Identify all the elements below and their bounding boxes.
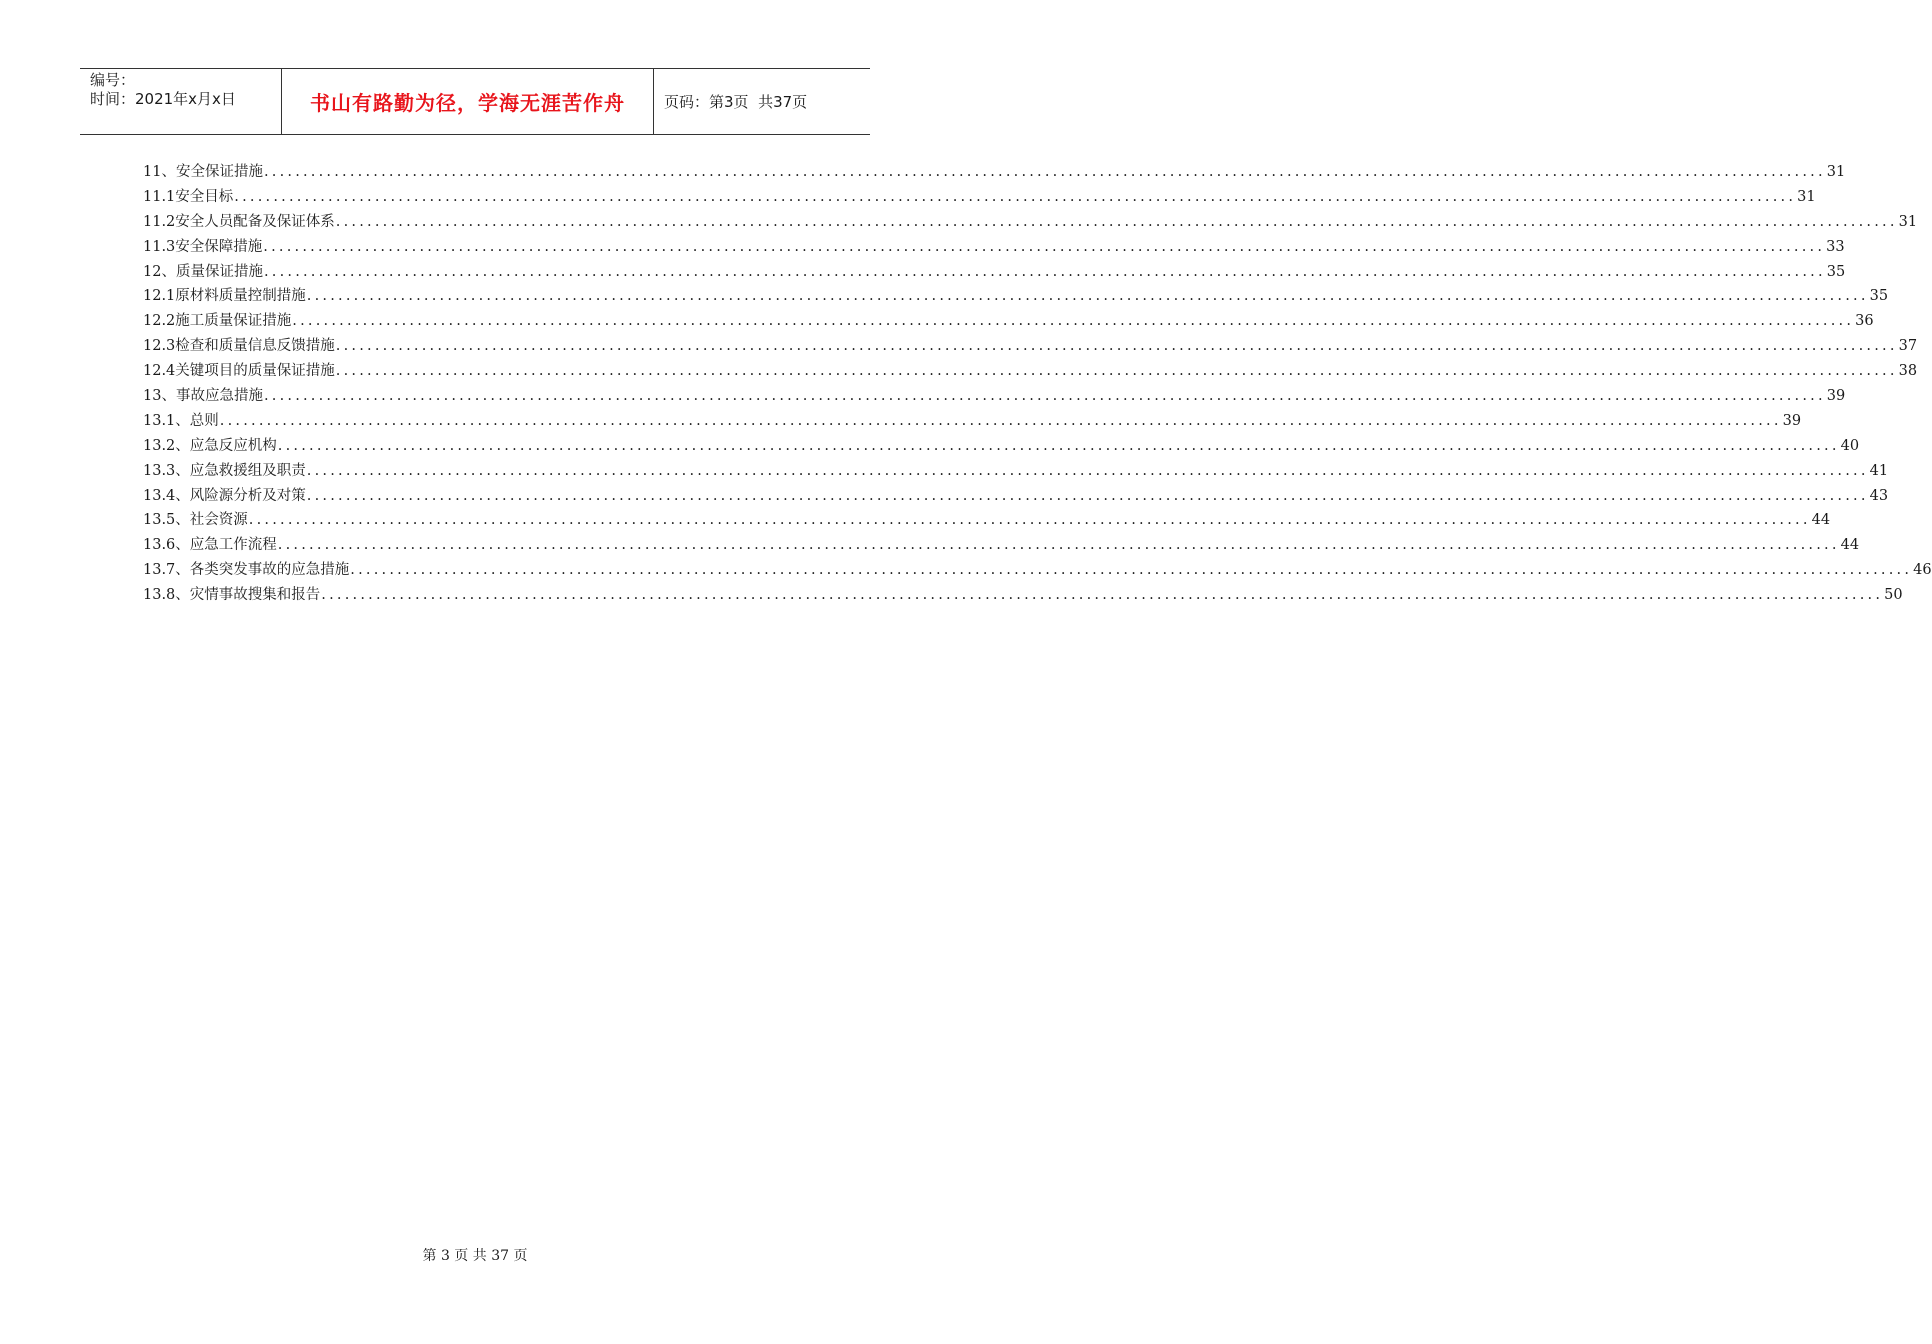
toc-entry[interactable]: [143, 533, 1860, 558]
toc-dot-leader: ........................................................................................................................................................................................................: [248, 512, 1811, 529]
page-header: [80, 68, 870, 135]
toc-entry-title: 12.4关键项目的质量保证措施: [143, 363, 335, 380]
toc-entry-title: 12.1原材料质量控制措施: [143, 288, 306, 305]
toc-dot-leader: ........................................................................................................................................................................................................: [335, 213, 1898, 230]
toc-entry-title: 13.1、总则: [143, 412, 219, 429]
toc-dot-leader: ........................................................................................................................................................................................................: [292, 313, 1855, 330]
toc-dot-leader: ........................................................................................................................................................................................................: [277, 537, 1840, 554]
toc-entry-title: 13、事故应急措施: [143, 388, 263, 405]
toc-entry[interactable]: [143, 359, 1918, 384]
table-of-contents: [143, 160, 1932, 608]
header-meta: [80, 69, 282, 134]
toc-entry-page: 39: [1782, 412, 1802, 429]
toc-entry[interactable]: [143, 434, 1860, 459]
toc-dot-leader: ........................................................................................................................................................................................................: [234, 188, 1797, 205]
toc-entry[interactable]: [143, 409, 1802, 434]
toc-entry-page: 46: [1913, 562, 1932, 579]
toc-dot-leader: ........................................................................................................................................................................................................: [263, 164, 1826, 180]
toc-entry-page: 44: [1811, 512, 1831, 529]
toc-dot-leader: ........................................................................................................................................................................................................: [335, 338, 1898, 355]
toc-dot-leader: ........................................................................................................................................................................................................: [306, 462, 1869, 479]
toc-entry-page: 36: [1855, 313, 1874, 330]
toc-dot-leader: ........................................................................................................................................................................................................: [263, 238, 1826, 255]
header-page-info: 页码：第3页 共37页: [664, 93, 808, 111]
toc-entry-title: 11、安全保证措施: [143, 164, 263, 180]
header-date-label: 时间：2021年x月x日: [90, 90, 236, 108]
toc-entry-title: 13.4、风险源分析及对策: [143, 487, 306, 504]
toc-entry-title: 13.5、社会资源: [143, 512, 248, 529]
toc-dot-leader: ........................................................................................................................................................................................................: [219, 412, 1782, 429]
toc-entry-page: 35: [1826, 263, 1846, 280]
toc-entry[interactable]: [143, 558, 1932, 583]
toc-entry-page: 50: [1884, 587, 1903, 604]
toc-entry-page: 31: [1898, 213, 1918, 230]
toc-entry[interactable]: [143, 459, 1889, 484]
toc-entry[interactable]: [143, 235, 1845, 260]
toc-entry-title: 13.3、应急救援组及职责: [143, 462, 306, 479]
toc-dot-leader: ........................................................................................................................................................................................................: [263, 263, 1826, 280]
toc-entry[interactable]: [143, 484, 1889, 509]
toc-entry[interactable]: [143, 508, 1831, 533]
toc-entry-page: 31: [1826, 164, 1846, 180]
toc-entry[interactable]: [143, 309, 1874, 334]
toc-entry-title: 13.2、应急反应机构: [143, 437, 277, 454]
toc-entry-page: 37: [1898, 338, 1918, 355]
toc-entry-page: 35: [1869, 288, 1889, 305]
toc-entry-title: 12、质量保证措施: [143, 263, 263, 280]
toc-entry-title: 11.1安全目标: [143, 188, 234, 205]
toc-entry[interactable]: [143, 185, 1816, 210]
toc-dot-leader: ........................................................................................................................................................................................................: [321, 587, 1884, 604]
toc-entry-title: 11.2安全人员配备及保证体系: [143, 213, 335, 230]
header-motto: 书山有路勤为径，学海无涯苦作舟: [282, 69, 654, 134]
toc-entry-title: 13.7、各类突发事故的应急措施: [143, 562, 350, 579]
toc-entry-page: 43: [1869, 487, 1889, 504]
toc-entry[interactable]: [143, 260, 1846, 285]
toc-entry[interactable]: [143, 334, 1918, 359]
toc-entry[interactable]: [143, 160, 1846, 185]
toc-entry-title: 13.8、灾情事故搜集和报告: [143, 587, 321, 604]
toc-entry[interactable]: [143, 284, 1889, 309]
toc-entry-page: 33: [1826, 238, 1845, 255]
toc-entry-title: 12.3检查和质量信息反馈措施: [143, 338, 335, 355]
header-number-label: 编号：: [90, 71, 136, 89]
toc-dot-leader: ........................................................................................................................................................................................................: [306, 487, 1869, 504]
toc-entry-page: 38: [1898, 363, 1918, 380]
toc-entry-page: 31: [1797, 188, 1816, 205]
toc-entry-page: 44: [1840, 537, 1860, 554]
toc-dot-leader: ........................................................................................................................................................................................................: [350, 562, 1913, 579]
toc-dot-leader: ........................................................................................................................................................................................................: [306, 288, 1869, 305]
toc-entry[interactable]: [143, 210, 1918, 235]
toc-entry-page: 41: [1869, 462, 1889, 479]
toc-entry-page: 39: [1826, 388, 1846, 405]
toc-dot-leader: ........................................................................................................................................................................................................: [277, 437, 1840, 454]
page-footer: 第 3 页 共 37 页: [422, 1248, 528, 1264]
toc-dot-leader: ........................................................................................................................................................................................................: [263, 388, 1826, 405]
toc-entry[interactable]: [143, 583, 1903, 608]
toc-dot-leader: ........................................................................................................................................................................................................: [335, 363, 1898, 380]
toc-entry-title: 11.3安全保障措施: [143, 238, 263, 255]
toc-entry-title: 13.6、应急工作流程: [143, 537, 277, 554]
toc-entry[interactable]: [143, 384, 1846, 409]
toc-entry-page: 40: [1840, 437, 1860, 454]
toc-entry-title: 12.2施工质量保证措施: [143, 313, 292, 330]
